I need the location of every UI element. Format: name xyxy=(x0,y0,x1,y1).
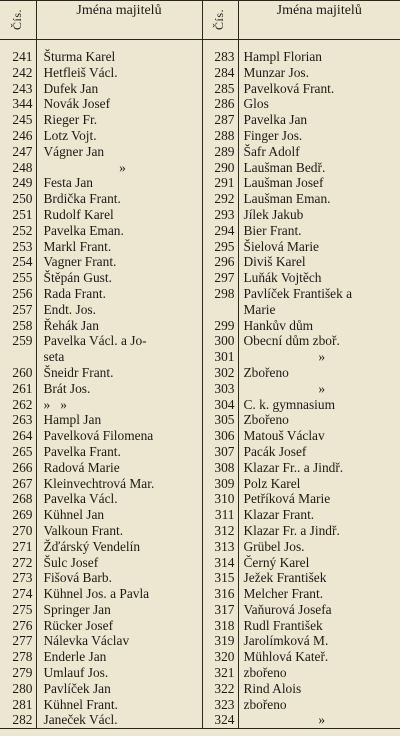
owner-name-left: Pavelka Václ. xyxy=(36,491,202,507)
header-owners-left: Jména majitelů xyxy=(36,1,202,40)
owner-name-left: Lotz Vojt. xyxy=(36,128,202,144)
house-number-right: 304 xyxy=(202,397,238,413)
house-number-left: 249 xyxy=(0,175,36,191)
owner-name-left: Pavelková Filomena xyxy=(36,428,202,444)
table-row xyxy=(0,397,400,413)
owner-name-right: Laušman Bedř. xyxy=(243,159,326,175)
table-row xyxy=(0,586,400,602)
house-number-left: 344 xyxy=(0,96,36,112)
owner-name-left: Šturma Karel xyxy=(36,49,202,65)
owner-name-right: Rudl František xyxy=(243,617,323,633)
owner-name-left: Valkoun Frant. xyxy=(36,523,202,539)
house-number-left: 256 xyxy=(0,286,36,302)
owner-name-right: Klazar Frant. xyxy=(243,507,315,523)
owner-name-left: Kühnel Frant. xyxy=(36,697,202,713)
owner-name-left: Endt. Jos. xyxy=(36,302,202,318)
owner-name-left: Štěpán Gust. xyxy=(36,270,202,286)
owner-name-right: Luňák Vojtěch xyxy=(243,270,322,286)
owner-name-right: Mühlová Kateř. xyxy=(243,649,329,665)
owner-name-left: Festa Jan xyxy=(36,175,202,191)
owner-name-left: Pavelka Frant. xyxy=(36,444,202,460)
house-number-left: 274 xyxy=(0,586,36,602)
house-number-right: 324 xyxy=(202,712,238,728)
header-number-right xyxy=(202,1,238,40)
house-number-left: 242 xyxy=(0,65,36,81)
house-number-right: 300 xyxy=(202,333,238,349)
owner-name-left: Šneidr Frant. xyxy=(36,365,202,381)
house-number-left: 254 xyxy=(0,254,36,270)
owner-name-right: Zbořeno xyxy=(243,364,289,380)
house-number-right: 291 xyxy=(202,175,238,191)
house-number-left xyxy=(0,349,36,365)
owner-name-right: Pacák Josef xyxy=(243,443,307,459)
owner-name-right: Černý Karel xyxy=(243,554,310,570)
owner-name-left: Pavelka Eman. xyxy=(36,223,202,239)
owner-name-left: Dufek Jan xyxy=(36,81,202,97)
table-row xyxy=(0,223,400,239)
table-row xyxy=(0,523,400,539)
owner-name-right: Ježek František xyxy=(243,570,327,586)
owner-name-right: Polz Karel xyxy=(243,475,301,491)
table-row xyxy=(0,65,400,81)
table-row xyxy=(0,191,400,207)
house-number-left: 255 xyxy=(0,270,36,286)
owner-name-left: Rieger Fr. xyxy=(36,112,202,128)
table-row xyxy=(0,681,400,697)
table-row xyxy=(0,286,400,302)
owner-name-right: Glos xyxy=(243,96,269,112)
house-number-left: 278 xyxy=(0,649,36,665)
owner-name-right: Pavelka Jan xyxy=(243,112,308,128)
owner-name-right: Hankův dům xyxy=(243,317,314,333)
owner-name-right: Jílek Jakub xyxy=(243,206,304,222)
house-number-left: 280 xyxy=(0,681,36,697)
house-number-left: 248 xyxy=(0,160,36,176)
house-number-left: 282 xyxy=(0,712,36,728)
house-number-left: 257 xyxy=(0,302,36,318)
house-number-left: 264 xyxy=(0,428,36,444)
header-number-left-label: Čís. xyxy=(10,8,25,31)
house-number-right: 313 xyxy=(202,539,238,555)
house-number-left: 277 xyxy=(0,633,36,649)
house-number-left: 261 xyxy=(0,381,36,397)
house-number-right: 283 xyxy=(202,49,238,65)
house-number-right: 315 xyxy=(202,570,238,586)
owner-name-right: Grübel Jos. xyxy=(243,538,305,554)
house-number-left: 265 xyxy=(0,444,36,460)
table-row xyxy=(0,365,400,381)
owner-name-right: Bier Frant. xyxy=(243,222,302,238)
house-number-right: 306 xyxy=(202,428,238,444)
owner-name-left: Fišová Barb. xyxy=(36,570,202,586)
table-row xyxy=(0,112,400,128)
spacer-row xyxy=(0,40,400,50)
house-number-right: 303 xyxy=(202,381,238,397)
house-number-right: 293 xyxy=(202,207,238,223)
owner-name-left: » » xyxy=(36,397,202,413)
table-row xyxy=(0,175,400,191)
table-header-row xyxy=(0,1,400,40)
owner-name-left: Šulc Josef xyxy=(36,555,202,571)
table-row xyxy=(0,428,400,444)
house-number-right: 322 xyxy=(202,681,238,697)
house-number-right: 318 xyxy=(202,618,238,634)
house-number-left: 262 xyxy=(0,397,36,413)
owner-name-left: Kühnel Jan xyxy=(36,507,202,523)
owner-name-right: Klazar Fr. a Jindř. xyxy=(243,522,340,538)
table-row xyxy=(0,460,400,476)
table-row xyxy=(0,96,400,112)
house-number-right: 305 xyxy=(202,412,238,428)
table-row xyxy=(0,49,400,65)
house-number-right: 289 xyxy=(202,144,238,160)
owner-name-right: » xyxy=(318,380,326,396)
house-number-right: 296 xyxy=(202,254,238,270)
owner-name-left: Kleinvechtrová Mar. xyxy=(36,476,202,492)
house-number-left: 267 xyxy=(0,476,36,492)
table-row xyxy=(0,476,400,492)
table-row xyxy=(0,649,400,665)
owner-name-left: Pavelka Václ. a Jo- xyxy=(36,333,202,349)
table-row xyxy=(0,444,400,460)
house-number-right: 286 xyxy=(202,96,238,112)
house-number-right: 284 xyxy=(202,65,238,81)
table-row xyxy=(0,349,400,365)
house-number-left: 245 xyxy=(0,112,36,128)
table-row xyxy=(0,539,400,555)
owner-name-right: » xyxy=(238,712,400,728)
owner-name-right: Diviš Karel xyxy=(243,254,306,270)
owner-name-right: Klazar Fr.. a Jindř. xyxy=(243,459,344,475)
owners-table-body xyxy=(0,40,400,729)
house-number-right: 299 xyxy=(202,318,238,334)
owner-name-right: Vaňurová Josefa xyxy=(243,601,332,617)
house-number-right: 316 xyxy=(202,586,238,602)
owner-name-left: Janeček Václ. xyxy=(36,712,202,728)
table-row xyxy=(0,507,400,523)
owner-name-right: C. k. gymnasium xyxy=(243,396,336,412)
house-number-right: 295 xyxy=(202,239,238,255)
house-number-right: 309 xyxy=(202,476,238,492)
table-row xyxy=(0,318,400,334)
house-number-right: 311 xyxy=(202,507,238,523)
table-row xyxy=(0,570,400,586)
house-number-right: 290 xyxy=(202,160,238,176)
owner-name-right: Obecní dům zboř. xyxy=(243,333,340,349)
owner-name-left: Pavlíček Jan xyxy=(36,681,202,697)
table-row xyxy=(0,128,400,144)
owner-name-left: Nálevka Václav xyxy=(36,633,202,649)
owner-name-left: Rada Frant. xyxy=(36,286,202,302)
house-number-left: 241 xyxy=(0,49,36,65)
owner-name-right: Petříková Marie xyxy=(243,491,331,507)
table-row xyxy=(0,381,400,397)
house-number-left: 281 xyxy=(0,697,36,713)
owner-name-left: Řehák Jan xyxy=(36,318,202,334)
owner-name-right: Jarolímková M. xyxy=(243,633,329,649)
owner-name-right: Šafr Adolf xyxy=(243,143,300,159)
table-row xyxy=(0,555,400,571)
owner-name-right: Šielová Marie xyxy=(243,238,319,254)
owner-name-left: Novák Josef xyxy=(36,96,202,112)
owner-name-left: Rudolf Karel xyxy=(36,207,202,223)
house-number-left: 251 xyxy=(0,207,36,223)
table-row xyxy=(0,712,400,728)
owner-name-right: Marie xyxy=(243,301,276,317)
house-number-right: 314 xyxy=(202,555,238,571)
house-number-left: 276 xyxy=(0,618,36,634)
owner-name-right: Laušman Eman. xyxy=(243,191,331,207)
house-number-left: 258 xyxy=(0,318,36,334)
house-number-left: 259 xyxy=(0,333,36,349)
house-number-left: 252 xyxy=(0,223,36,239)
house-number-right: 319 xyxy=(202,633,238,649)
owner-name-right: Matouš Václav xyxy=(243,428,325,444)
house-number-left: 246 xyxy=(0,128,36,144)
house-number-left: 260 xyxy=(0,365,36,381)
table-row xyxy=(0,333,400,349)
house-number-left: 250 xyxy=(0,191,36,207)
table-row xyxy=(0,239,400,255)
table-row xyxy=(0,207,400,223)
table-row xyxy=(0,618,400,634)
house-number-left: 243 xyxy=(0,81,36,97)
house-number-left: 263 xyxy=(0,412,36,428)
owner-name-right: Pavlíček František a xyxy=(243,285,353,301)
table-row xyxy=(0,633,400,649)
owner-name-right: Pavelková Frant. xyxy=(243,80,335,96)
house-number-right: 308 xyxy=(202,460,238,476)
house-number-right: 310 xyxy=(202,491,238,507)
house-number-right: 317 xyxy=(202,602,238,618)
house-number-right: 287 xyxy=(202,112,238,128)
owner-name-right: zbořeno xyxy=(243,696,287,712)
house-number-left: 266 xyxy=(0,460,36,476)
header-number-left xyxy=(0,1,36,40)
house-number-right: 285 xyxy=(202,81,238,97)
house-number-left: 253 xyxy=(0,239,36,255)
table-row xyxy=(0,144,400,160)
table-row xyxy=(0,602,400,618)
owner-name-right: Hampl Florian xyxy=(243,49,322,64)
table-row xyxy=(0,302,400,318)
owner-name-right: Zbořeno xyxy=(243,412,289,428)
table-row xyxy=(0,81,400,97)
house-number-right: 301 xyxy=(202,349,238,365)
owner-name-right: zbořeno xyxy=(243,665,287,681)
house-number-right: 307 xyxy=(202,444,238,460)
house-number-right: 298 xyxy=(202,286,238,302)
owner-name-right: Laušman Josef xyxy=(243,175,324,191)
house-number-right: 323 xyxy=(202,697,238,713)
house-number-left: 270 xyxy=(0,523,36,539)
house-number-left: 247 xyxy=(0,144,36,160)
header-number-right-label: Čís. xyxy=(212,8,227,31)
house-number-left: 275 xyxy=(0,602,36,618)
owner-name-left: Hetfleiš Václ. xyxy=(36,65,202,81)
house-number-right: 292 xyxy=(202,191,238,207)
owner-name-left: Umlauf Jos. xyxy=(36,665,202,681)
house-number-right: 302 xyxy=(202,365,238,381)
house-number-right: 297 xyxy=(202,270,238,286)
table-row xyxy=(0,270,400,286)
owner-name-left: Radová Marie xyxy=(36,460,202,476)
house-number-right: 321 xyxy=(202,665,238,681)
house-number-right: 288 xyxy=(202,128,238,144)
owner-name-left: Žďárský Vendelín xyxy=(36,539,202,555)
house-number-left: 271 xyxy=(0,539,36,555)
house-number-right: 320 xyxy=(202,649,238,665)
owner-name-left: Springer Jan xyxy=(36,602,202,618)
owner-name-right: Finger Jos. xyxy=(243,127,303,143)
table-row xyxy=(0,665,400,681)
owner-name-left: seta xyxy=(36,349,202,365)
house-number-left: 272 xyxy=(0,555,36,571)
house-number-right: 294 xyxy=(202,223,238,239)
owner-name-left: Markl Frant. xyxy=(36,239,202,255)
owner-name-right: Melcher Frant. xyxy=(243,586,324,602)
owner-name-left: Hampl Jan xyxy=(36,412,202,428)
table-row xyxy=(0,160,400,176)
house-number-left: 279 xyxy=(0,665,36,681)
house-number-left: 268 xyxy=(0,491,36,507)
owner-name-left: Kühnel Jos. a Pavla xyxy=(36,586,202,602)
house-number-left: 269 xyxy=(0,507,36,523)
table-row xyxy=(0,412,400,428)
owner-name-left: Rücker Josef xyxy=(36,618,202,634)
owner-name-left: » xyxy=(36,160,202,176)
owner-name-left: Enderle Jan xyxy=(36,649,202,665)
owner-name-left: Brát Jos. xyxy=(36,381,202,397)
table-row xyxy=(0,254,400,270)
owner-name-right: » xyxy=(318,349,326,365)
owner-name-left: Vagner Frant. xyxy=(36,254,202,270)
owner-name-right: Munzar Jos. xyxy=(243,64,309,80)
owner-name-left: Brdička Frant. xyxy=(36,191,202,207)
house-number-left: 273 xyxy=(0,570,36,586)
owner-name-left: Vágner Jan xyxy=(36,144,202,160)
table-row xyxy=(0,491,400,507)
house-number-right: 312 xyxy=(202,523,238,539)
house-number-right xyxy=(202,302,238,318)
table-row xyxy=(0,697,400,713)
owner-name-right: Rind Alois xyxy=(243,680,302,696)
header-owners-right: Jména majitelů xyxy=(238,1,400,40)
